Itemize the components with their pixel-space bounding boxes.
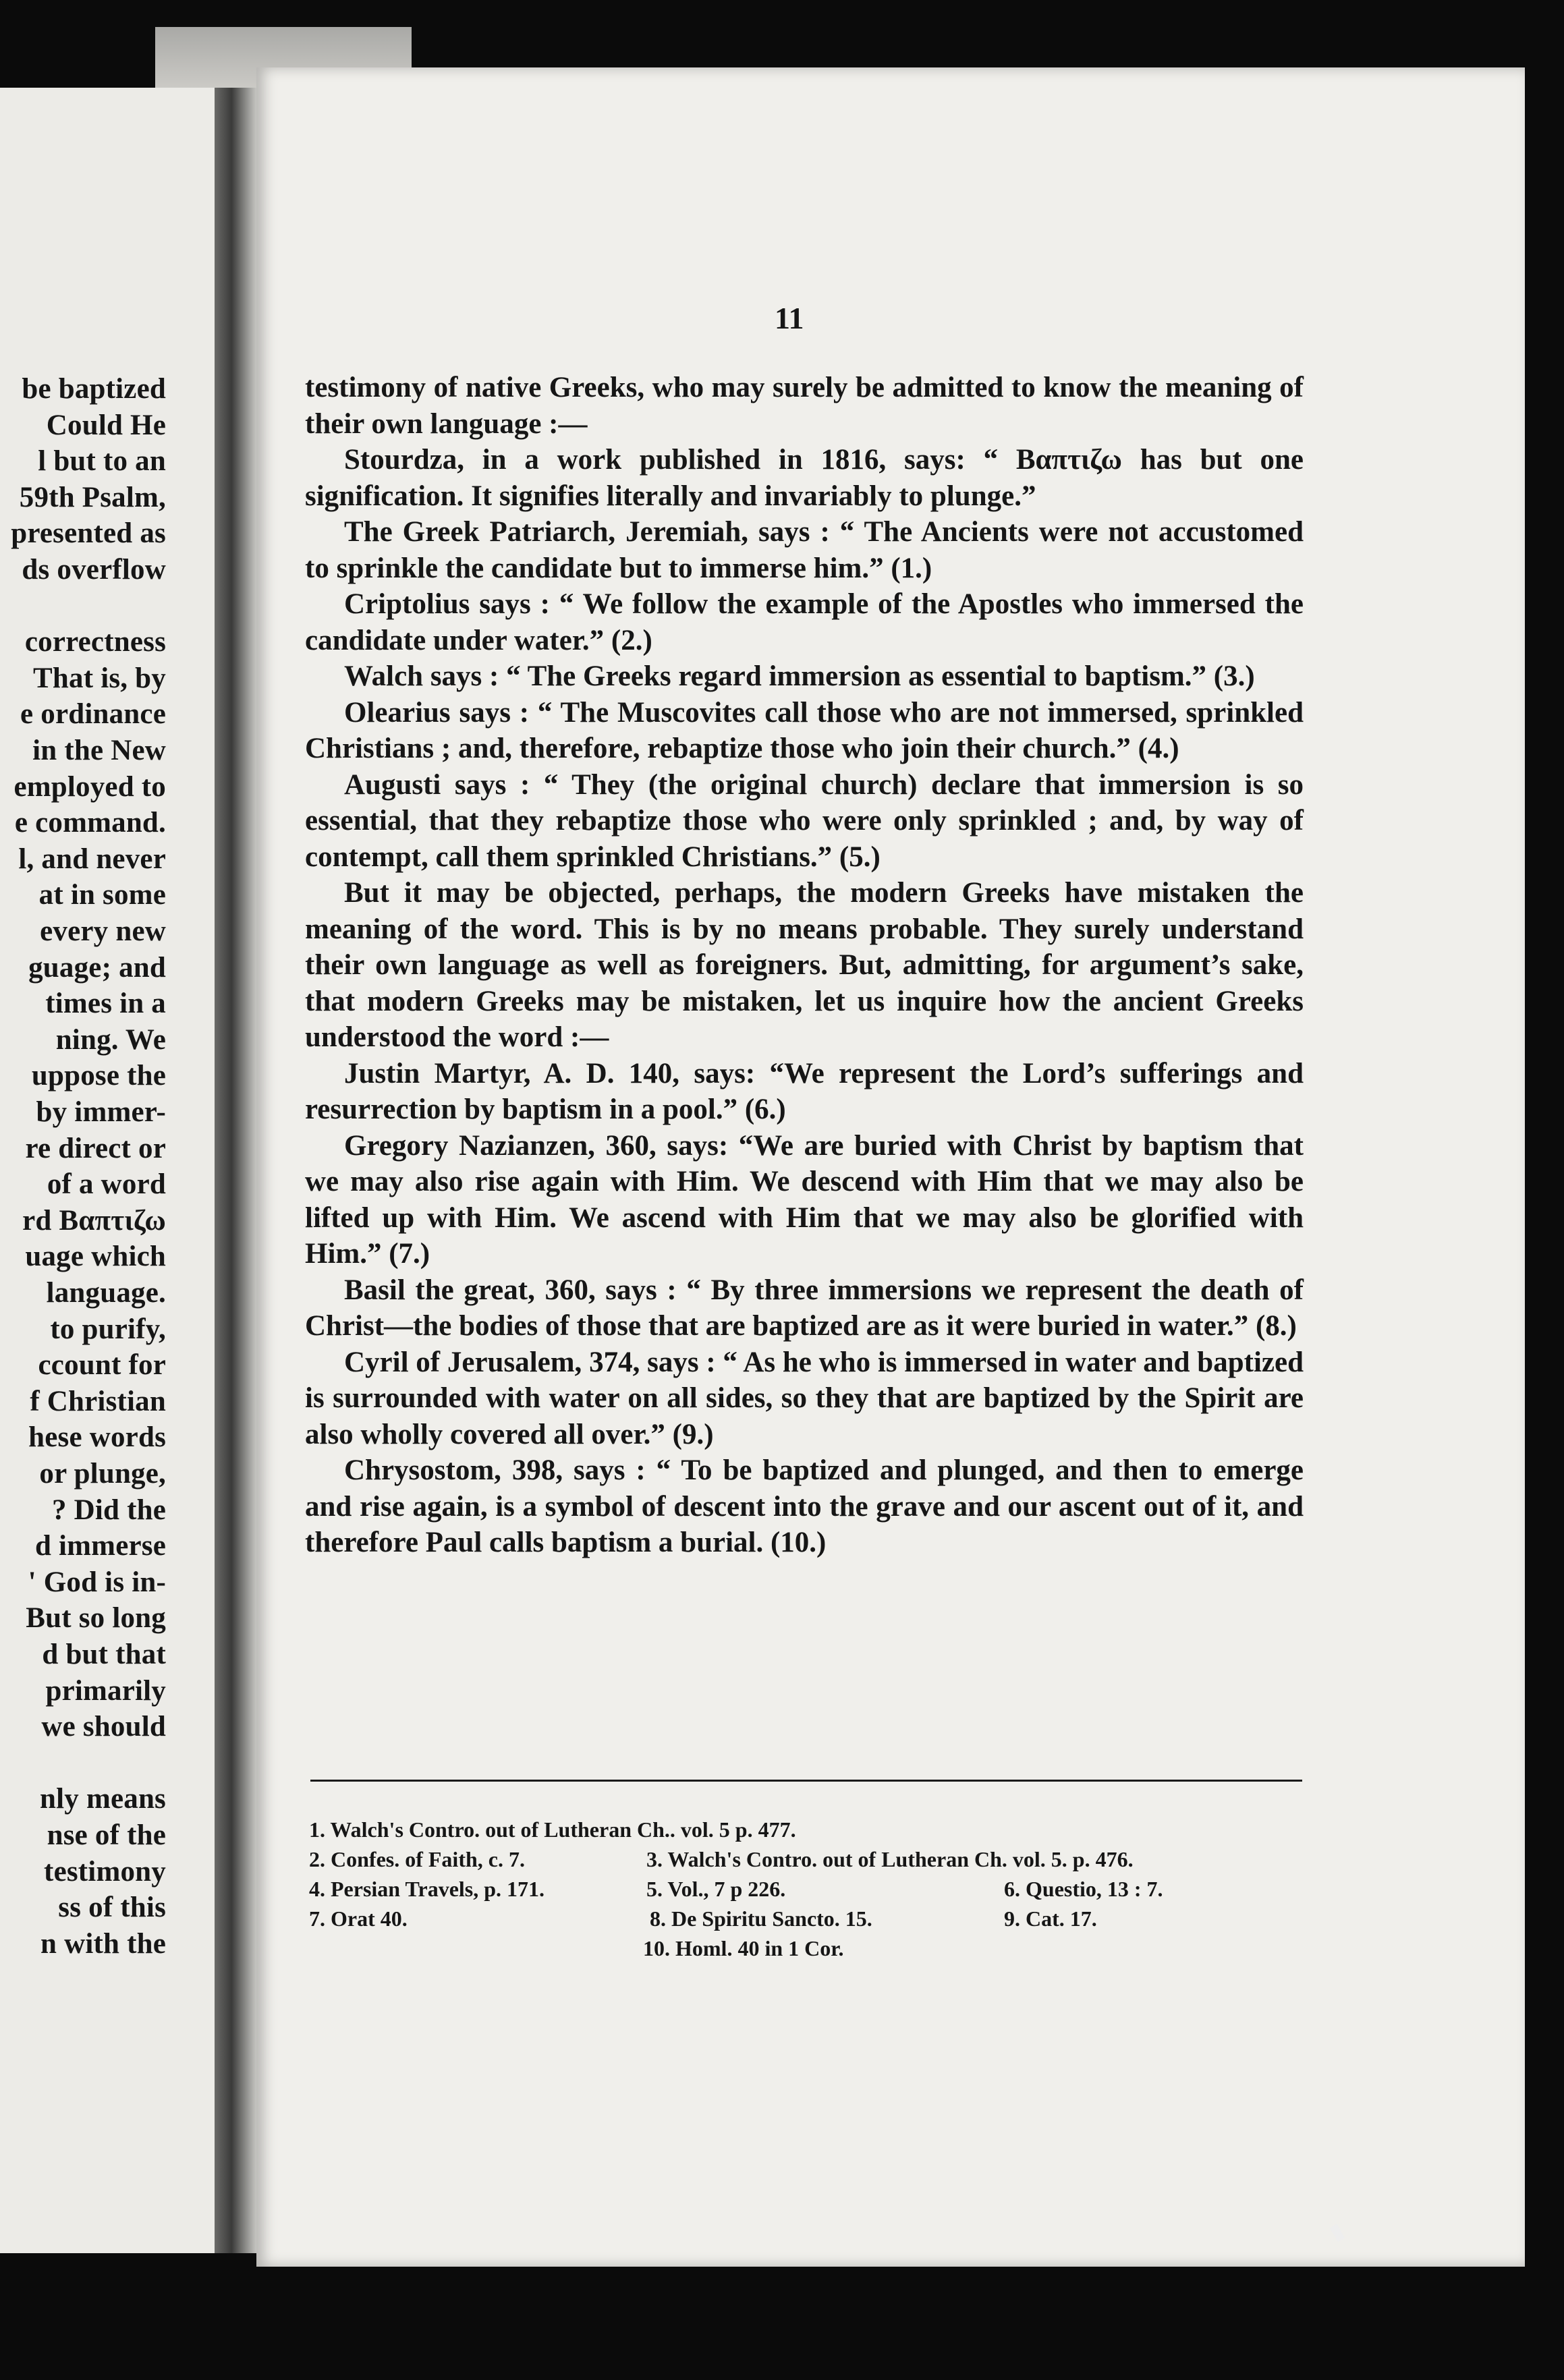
footnote-row bbox=[309, 1815, 1308, 1844]
left-page-line: presented as bbox=[11, 517, 166, 550]
left-page-line: times in a bbox=[45, 988, 166, 1020]
left-page-line: ning. We bbox=[55, 1023, 166, 1056]
left-page-line: ds overflow bbox=[22, 554, 166, 586]
paragraph: Criptolius says : “ We follow the example of the Apostles who immersed the candidate under water.” (2.) bbox=[305, 588, 1304, 656]
left-page-line: at in some bbox=[38, 879, 166, 911]
left-page-line: to purify, bbox=[50, 1313, 166, 1345]
footnote-row bbox=[309, 1874, 1308, 1904]
left-page-line: by immer- bbox=[36, 1096, 166, 1128]
paragraph: But it may be objected, perhaps, the modern Greeks have mistaken the meaning of the word. This is by no means probable. They surely understand their own language as well as foreigners. But, admitting, for argument’s sake, that modern Greeks may be mistaken, let us inquire how the ancient Greeks understood the word :— bbox=[305, 877, 1304, 1053]
left-page-line: 59th Psalm, bbox=[19, 481, 166, 513]
page-number: 11 bbox=[775, 301, 804, 335]
left-page-line: l but to an bbox=[38, 445, 166, 478]
left-page-line: hese words bbox=[28, 1421, 166, 1454]
left-page-line: every new bbox=[40, 915, 166, 947]
paragraph: Walch says : “ The Greeks regard immersion as essential to baptism.” (3.) bbox=[344, 660, 1255, 692]
footnote-row bbox=[309, 1844, 1308, 1874]
left-page-line: primarily bbox=[45, 1674, 166, 1707]
left-page-line: of a word bbox=[47, 1168, 166, 1201]
footnote: 2. Confes. of Faith, c. 7. bbox=[309, 1847, 525, 1871]
left-page-line: e ordinance bbox=[20, 698, 166, 731]
left-page-line: ? Did the bbox=[51, 1494, 166, 1526]
footnote-row bbox=[309, 1933, 1308, 1963]
paragraph: Stourdza, in a work published in 1816, says: “ Βαπτιζω has but one signification. It signifies literally and invariably to plunge.” bbox=[305, 444, 1304, 512]
paragraph: Augusti says : “ They (the original church) declare that immersion is so essential, that they rebaptize those who were only sprinkled ; and, by way of contempt, call them sprinkled Christians.” (5.) bbox=[305, 768, 1304, 873]
footnote: 3. Walch's Contro. out of Lutheran Ch. vol. 5. p. 476. bbox=[646, 1847, 1134, 1871]
paragraph: Chrysostom, 398, says : “ To be baptized and plunged, and then to emerge and rise again, is a symbol of descent into the grave and our ascent out of it, and therefore Paul calls baptism a burial. (10.) bbox=[305, 1454, 1304, 1558]
left-page-line: l, and never bbox=[18, 843, 166, 875]
left-page-line: That is, by bbox=[33, 662, 166, 694]
left-page-line: ' God is in- bbox=[28, 1566, 166, 1598]
paragraph: Gregory Nazianzen, 360, says: “We are buried with Christ by baptism that we may also rise again with Him. We descend with Him that we may also be lifted up with Him. We ascend with Him that we may also be glorified with Him.” (7.) bbox=[305, 1129, 1304, 1270]
left-page-line: employed to bbox=[13, 770, 166, 803]
left-page-line: e command. bbox=[14, 807, 166, 839]
footnote: 7. Orat 40. bbox=[309, 1906, 408, 1931]
paragraph: Basil the great, 360, says : “ By three immersions we represent the death of Christ—the bodies of those that are baptized are as it were buried in water.” (8.) bbox=[305, 1274, 1304, 1342]
left-page-line: But so long bbox=[26, 1602, 166, 1635]
footnote: 5. Vol., 7 p 226. bbox=[646, 1877, 786, 1901]
left-page-line: guage; and bbox=[28, 951, 166, 984]
left-page-line: language. bbox=[46, 1277, 166, 1309]
footnotes bbox=[309, 1815, 1308, 1963]
left-page-line: uppose the bbox=[31, 1060, 166, 1092]
paragraph: Justin Martyr, A. D. 140, says: “We represent the Lord’s sufferings and resurrection by baptism in a pool.” (6.) bbox=[305, 1057, 1304, 1125]
left-page-line: n with the bbox=[40, 1927, 166, 1960]
body-text bbox=[305, 370, 1304, 1561]
left-page-line: d but that bbox=[42, 1639, 166, 1670]
left-page-line: testimony bbox=[44, 1855, 166, 1888]
footnote-rule bbox=[310, 1780, 1302, 1782]
left-page-line: uage which bbox=[25, 1241, 166, 1273]
left-page-line: nly means bbox=[40, 1783, 166, 1815]
paragraph: Cyril of Jerusalem, 374, says : “ As he who is immersed in water and baptized is surrounded with water on all sides, so they that are baptized by the Spirit are also wholly covered all over.” (9.) bbox=[305, 1346, 1304, 1450]
left-page-line: d immerse bbox=[34, 1530, 166, 1562]
paragraph: Olearius says : “ The Muscovites call those who are not immersed, sprinkled Christians ; and, therefore, rebaptize those who join their church.” (4.) bbox=[305, 696, 1304, 764]
footnote: 10. Homl. 40 in 1 Cor. bbox=[643, 1936, 844, 1960]
paragraph: testimony of native Greeks, who may surely be admitted to know the meaning of their own language :— bbox=[305, 372, 1304, 440]
left-page-line: nse of the bbox=[47, 1819, 166, 1851]
left-page-line: Could He bbox=[46, 409, 166, 441]
left-facing-page bbox=[0, 88, 215, 2253]
footnote: 4. Persian Travels, p. 171. bbox=[309, 1877, 545, 1901]
footnote: 1. Walch's Contro. out of Lutheran Ch.. vol. 5 p. 477. bbox=[309, 1817, 796, 1842]
footnote: 6. Questio, 13 : 7. bbox=[1004, 1877, 1163, 1901]
left-page-line: in the New bbox=[32, 735, 166, 766]
left-page-line: f Christian bbox=[30, 1385, 166, 1417]
left-page-line: or plunge, bbox=[39, 1458, 166, 1490]
footnote: 8. De Spiritu Sancto. 15. bbox=[650, 1906, 872, 1931]
left-page-line: ccount for bbox=[38, 1349, 166, 1382]
left-page-line: rd Βαπτιζω bbox=[22, 1204, 166, 1237]
left-page-line: we should bbox=[41, 1711, 166, 1743]
left-page-line: re direct or bbox=[25, 1132, 166, 1164]
footnote-row bbox=[309, 1904, 1308, 1933]
left-page-line: correctness bbox=[24, 626, 166, 658]
left-page-line: ss of this bbox=[58, 1892, 166, 1924]
footnote: 9. Cat. 17. bbox=[1004, 1906, 1097, 1931]
paragraph: The Greek Patriarch, Jeremiah, says : “ The Ancients were not accustomed to sprinkle the candidate but to immerse him.” (1.) bbox=[305, 516, 1304, 584]
left-page-line: be baptized bbox=[22, 373, 166, 405]
